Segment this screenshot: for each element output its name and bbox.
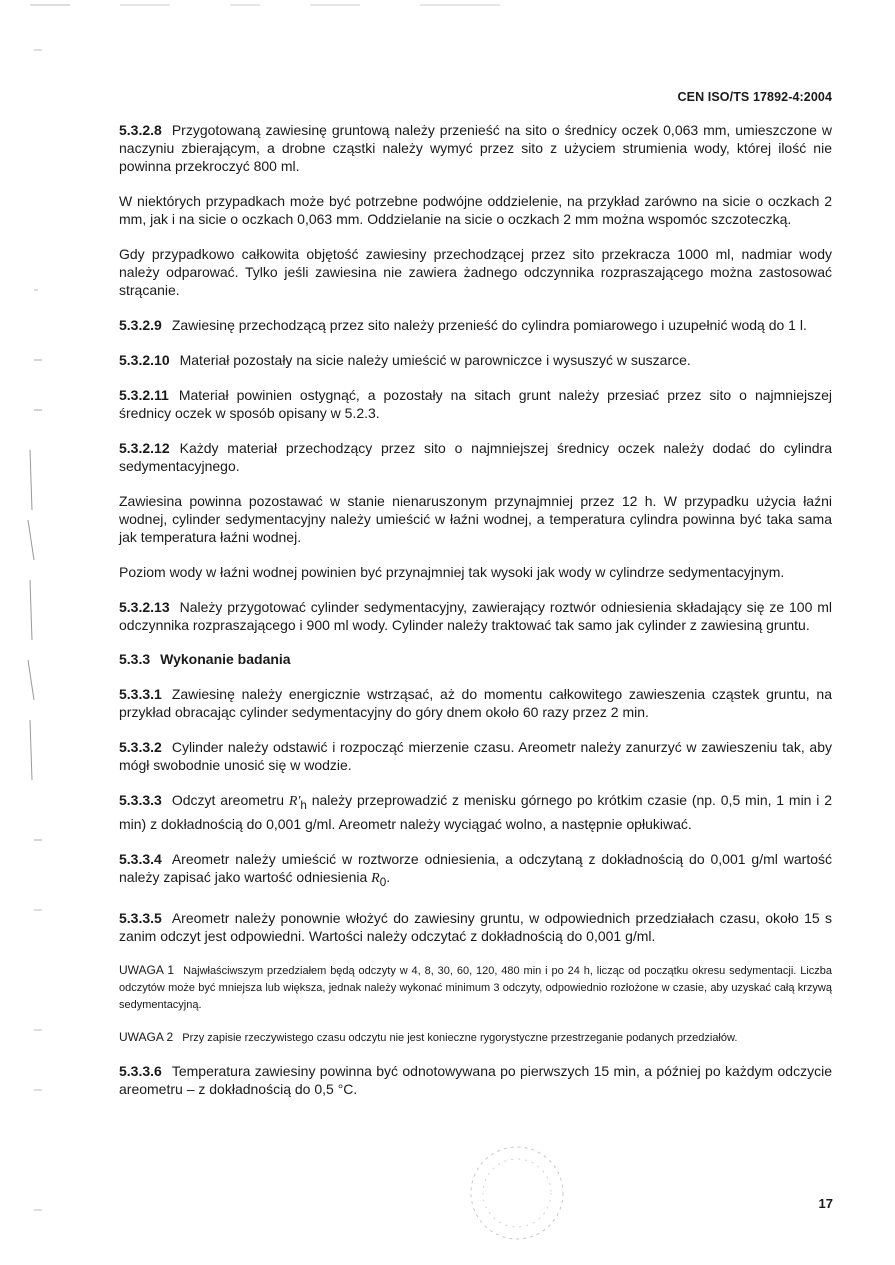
clause-number: 5.3.3.3 [119, 792, 162, 808]
document-body [119, 121, 832, 1115]
document-id-header: CEN ISO/TS 17892-4:2004 [677, 90, 832, 104]
clause-number: 5.3.2.13 [119, 599, 170, 615]
faded-stamp-seal [462, 1138, 572, 1248]
clause-text: Materiał powinien ostygnąć, a pozostały na sitach grunt należy przesiać przez sito o najmniejszej średnicy oczek w sposób opisany w 5.2.3. [119, 387, 832, 421]
clause-5-3-3-4 [119, 850, 832, 892]
paragraph-text: Gdy przypadkowo całkowita objętość zawiesiny przechodzącej przez sito przekracza 1000 ml, nadmiar wody należy odparować. Tylko jeśli zawiesina nie zawiera żadnego odczynnika rozpraszającego można zastosować strącanie. [119, 246, 832, 298]
clause-5-3-2-9 [119, 316, 832, 334]
paragraph [119, 563, 832, 581]
clause-5-3-2-8 [119, 121, 832, 175]
clause-text: Zawiesinę przechodzącą przez sito należy przenieść do cylindra pomiarowego i uzupełnić wodą do 1 l. [171, 317, 807, 333]
clause-number: 5.3.3.6 [119, 1062, 162, 1079]
clause-text: Materiał pozostały na sicie należy umieścić w parowniczce i wysuszyć w suszarce. [179, 352, 691, 368]
paragraph-text: Zawiesina powinna pozostawać w stanie nienaruszonym przynajmniej przez 12 h. W przypadku użycia łaźni wodnej, cylinder sedymentacyjny należy umieścić w łaźni wodnej, a temperatura cylindra powinna być taka sama jak temperatura łaźni wodnej. [119, 493, 832, 545]
clause-5-3-2-13 [119, 598, 832, 634]
clause-5-3-3-2 [119, 738, 832, 774]
page-number: 17 [818, 1196, 833, 1211]
symbol-subscript: h [300, 798, 307, 812]
clause-text: Każdy materiał przechodzący przez sito o najmniejszej średnicy oczek należy dodać do cylindra sedymentacyjnego. [119, 440, 832, 474]
clause-number: 5.3.2.12 [119, 440, 170, 456]
paragraph [119, 192, 832, 228]
clause-5-3-3-3 [119, 791, 832, 833]
section-title: Wykonanie badania [160, 651, 291, 667]
scan-margin-marks [22, 40, 52, 1240]
note-2 [119, 1029, 832, 1047]
clause-5-3-3-1 [119, 685, 832, 721]
symbol-r-zero: R [371, 870, 380, 886]
clause-number: 5.3.2.9 [119, 317, 162, 333]
clause-number: 5.3.3.2 [119, 739, 162, 755]
symbol-r-prime: R' [288, 794, 301, 809]
paragraph-text: Poziom wody w łaźni wodnej powinien być przynajmniej tak wysoki jak wody w cylindrze sedymentacyjnym. [119, 564, 785, 580]
note-label: UWAGA 2 [119, 1029, 174, 1044]
clause-number: 5.3.3.1 [119, 686, 162, 702]
section-heading [119, 651, 832, 667]
clause-text: Cylinder należy odstawić i rozpocząć mierzenie czasu. Areometr należy zanurzyć w zawieszeniu tak, aby mógł swobodnie unosić się w wodzie. [119, 739, 832, 773]
clause-5-3-2-11 [119, 386, 832, 422]
clause-text: Należy przygotować cylinder sedymentacyjny, zawierający roztwór odniesienia składający się ze 100 ml odczynnika rozpraszającego i 900 ml wody. Cylinder należy traktować tak samo jak cylinder z zawiesiną gruntu. [119, 599, 832, 633]
paragraph [119, 245, 832, 299]
clause-number: 5.3.2.11 [119, 387, 169, 403]
note-1 [119, 962, 832, 1014]
paragraph-text: W niektórych przypadkach może być potrzebne podwójne oddzielenie, na przykład zarówno na sicie o oczkach 2 mm, jak i na sicie o oczkach 0,063 mm. Oddzielanie na sicie o oczkach 2 mm można wspomóc szczoteczką. [119, 193, 832, 227]
note-label: UWAGA 1 [119, 962, 175, 977]
clause-number: 5.3.3.5 [119, 909, 162, 926]
clause-text-pre: Areometr należy umieścić w roztworze odniesienia, a odczytaną z dokładnością do 0,001 g/ml wartość należy zapisać jako wartość odniesienia [119, 850, 832, 885]
clause-text: Przygotowaną zawiesinę gruntową należy przenieść na sito o średnicy oczek 0,063 mm, umieszczone w naczyniu zbierającym, a drobne cząstki należy wymyć przez sito z użyciem strumienia wody, której ilość nie powinna przekroczyć 800 ml. [119, 122, 832, 174]
clause-5-3-3-6 [119, 1062, 832, 1098]
note-text: Najwłaściwszym przedziałem będą odczyty w 4, 8, 30, 60, 120, 480 min i po 24 h, licząc od początku okresu sedymentacji. Liczba odczytów może być mniejsza lub większa, jednak należy wykonać minimum 3 odczyty, odpowiednio rozłożone w czasie, aby uzyskać całą krzywą sedymentacyjną. [119, 964, 832, 1011]
paragraph [119, 492, 832, 546]
clause-number: 5.3.2.8 [119, 122, 162, 138]
clause-5-3-3-5 [119, 909, 832, 945]
clause-text: Temperatura zawiesiny powinna być odnotowywana po pierwszych 15 min, a później po każdym odczycie areometru – z dokładnością do 0,5 °C. [119, 1062, 832, 1097]
scan-top-edge-marks [30, 4, 510, 6]
section-number: 5.3.3 [119, 651, 151, 667]
clause-5-3-2-10 [119, 351, 832, 369]
clause-5-3-2-12 [119, 439, 832, 475]
clause-text: Areometr należy ponownie włożyć do zawiesiny gruntu, w odpowiednich przedziałach czasu, około 15 s zanim odczyt jest odpowiedni. Wartości należy odczytać z dokładnością do 0,001 g/ml. [119, 909, 832, 944]
clause-text-pre: Odczyt areometru [171, 792, 289, 808]
clause-text-post: . [386, 868, 391, 885]
clause-text-post: należy przeprowadzić z menisku górnego po krótkim czasie (np. 0,5 min, 1 min i 2 min) z dokładnością do 0,001 g/ml. Areometr należy wyciągać wolno, a następnie opłukiwać. [119, 792, 832, 832]
symbol-subscript: 0 [379, 875, 387, 889]
clause-number: 5.3.2.10 [119, 352, 170, 368]
clause-text: Zawiesinę należy energicznie wstrząsać, aż do momentu całkowitego zawieszenia cząstek gruntu, na przykład obracając cylinder sedymentacyjny do góry dnem około 60 razy przez 2 min. [119, 686, 832, 720]
note-text: Przy zapisie rzeczywistego czasu odczytu nie jest konieczne rygorystyczne przestrzeganie podanych przedziałów. [182, 1031, 738, 1044]
clause-number: 5.3.3.4 [119, 850, 162, 867]
